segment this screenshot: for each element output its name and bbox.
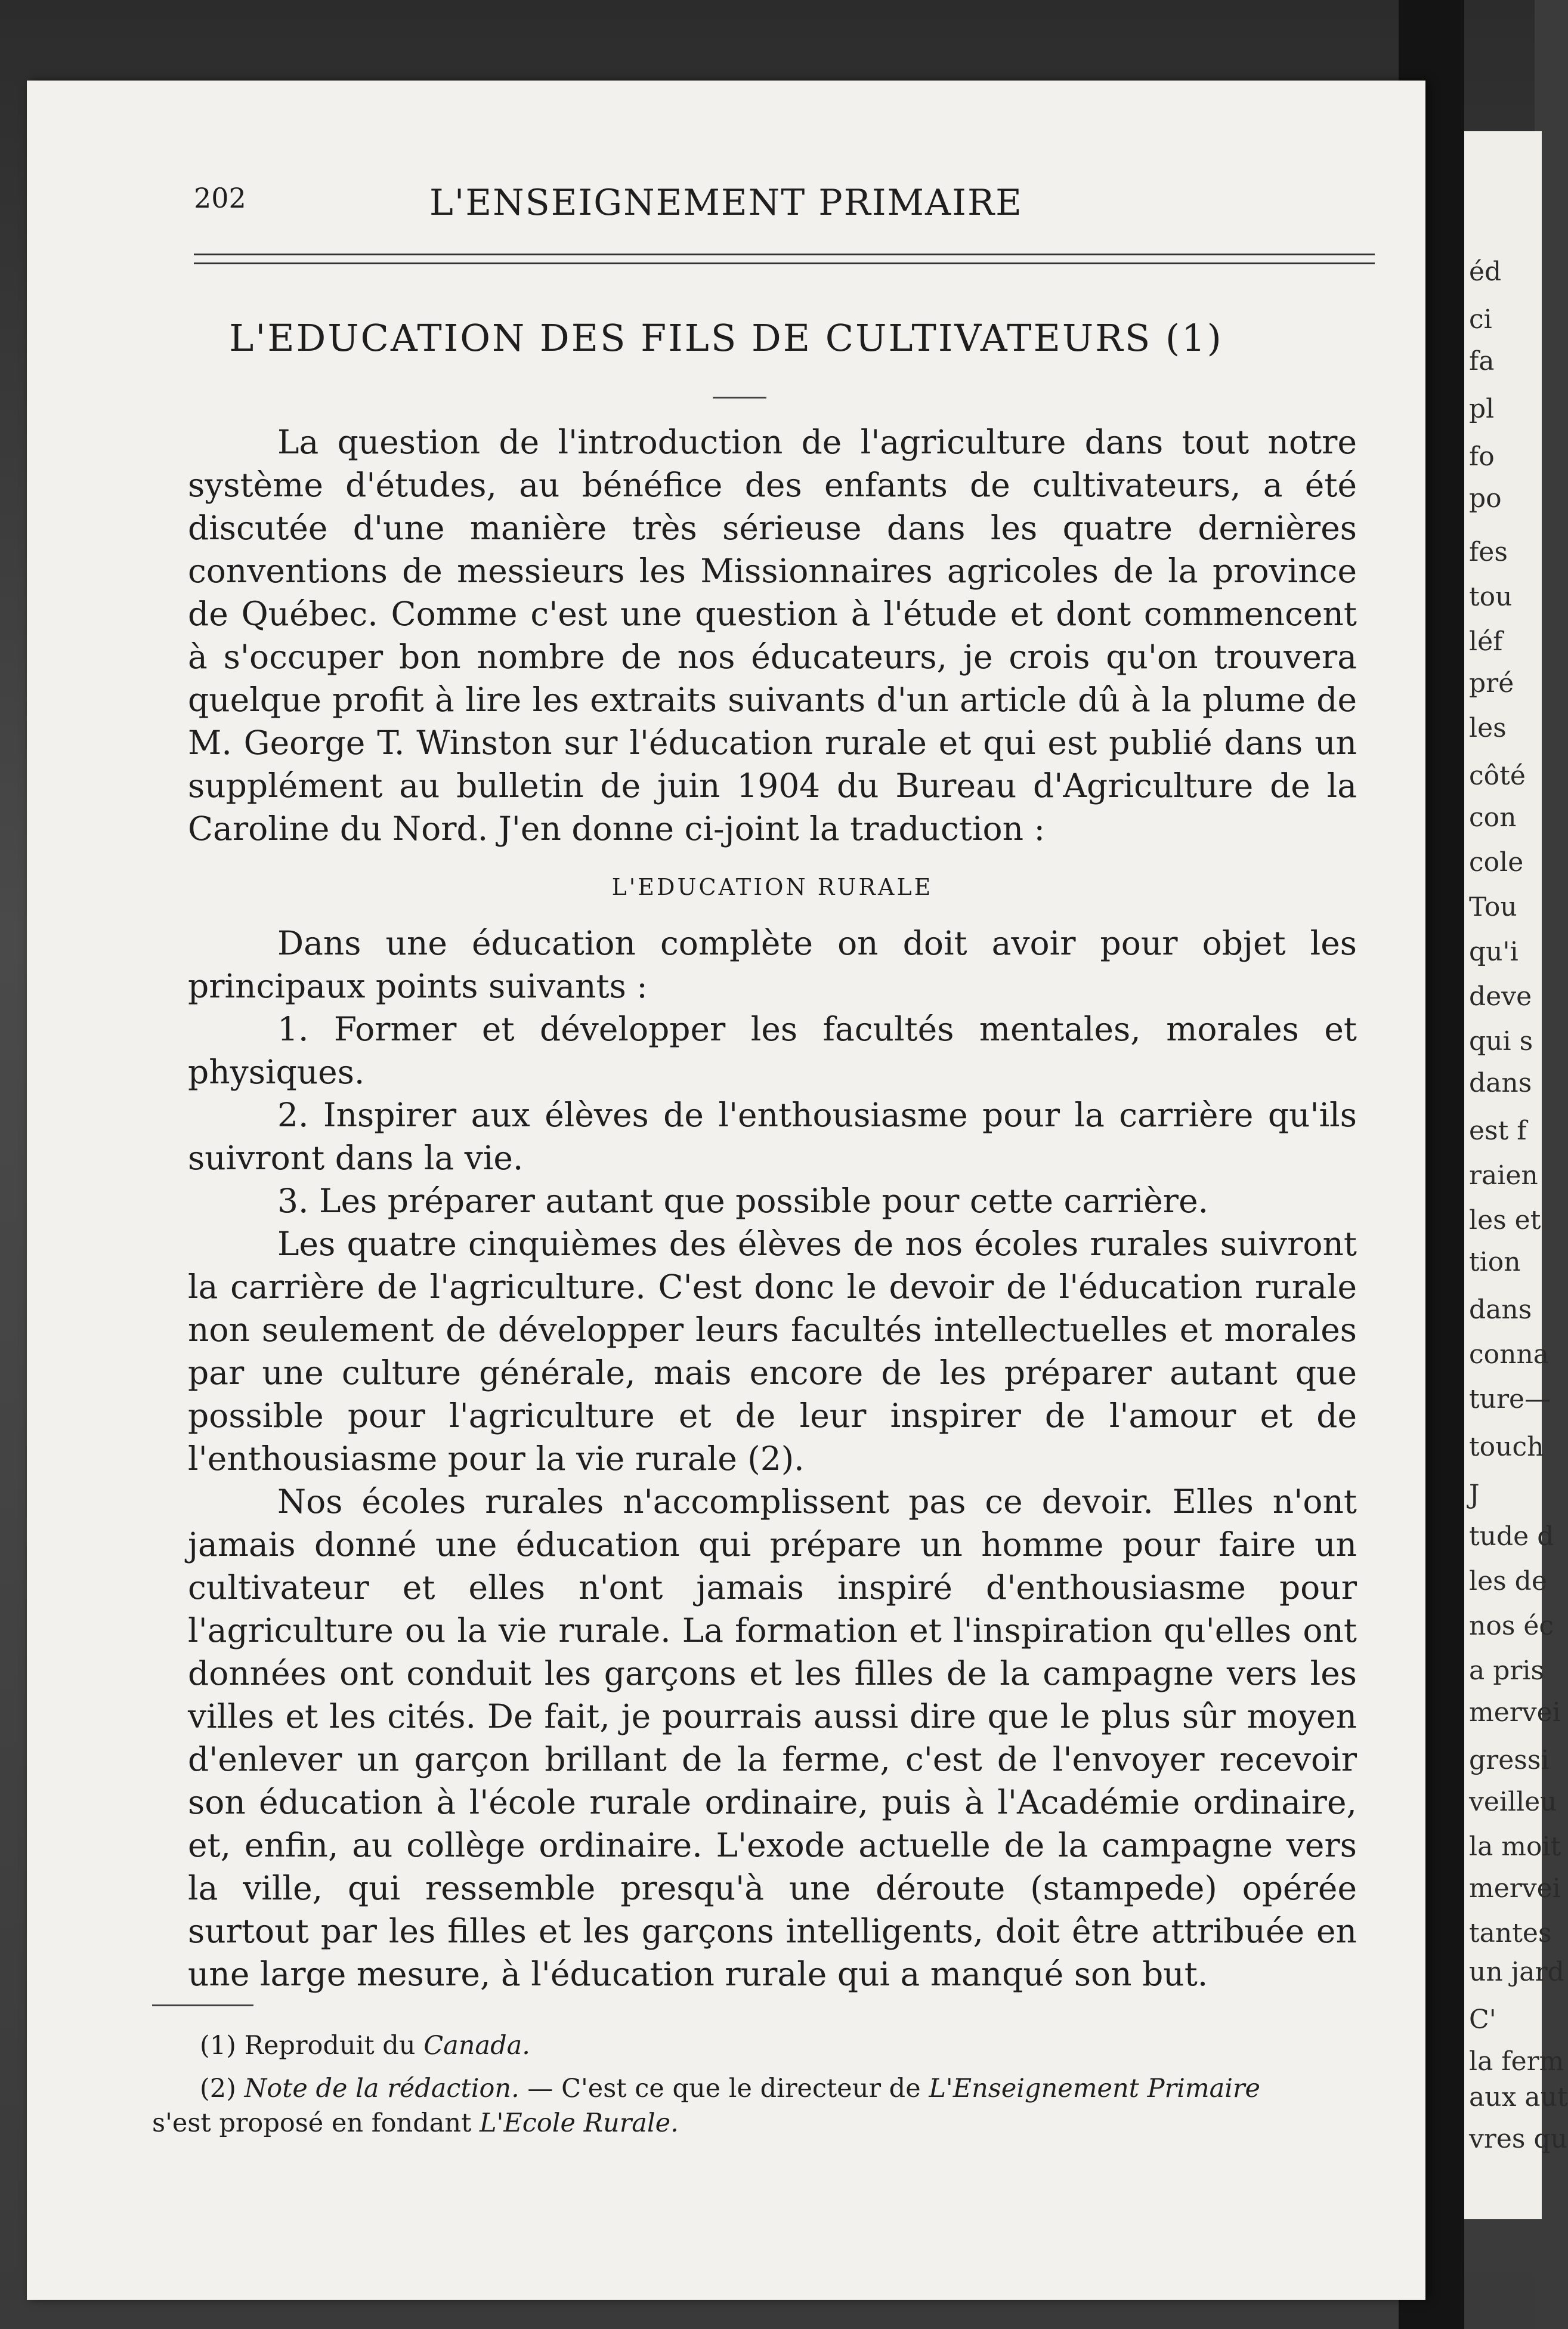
intro-paragraph: La question de l'introduction de l'agriculture dans tout notre système d'études, au bénéfice des enfants de cultivateurs, a été discutée d'une manière très sérieuse dans les quatre dernières conventions de messieurs les Missionnaires agricoles de la province de Québec. Comme c'est une question à l'étude et dont commencent à s'occuper bon nombre de nos éducateurs, je crois qu'on trouvera quelque profit à lire les extraits suivants d'un article dû à la plume de M. George T. Winston sur l'éducation rurale et qui est publié dans un supplément au bulletin de juin 1904 du Bureau d'Agriculture de la Caroline du Nord. J'en donne ci-joint la traduction : — [188, 423, 1357, 848]
article-title: L'EDUCATION DES FILS DE CULTIVATEURS (1) — [229, 316, 1223, 360]
footnote-note: Note de la rédaction. — [244, 2074, 519, 2103]
adjacent-page-fragment: po — [1469, 483, 1502, 514]
adjacent-page-fragment: fa — [1469, 346, 1495, 376]
book-page — [27, 81, 1425, 2300]
adjacent-page-fragment: tantes — [1469, 1918, 1552, 1948]
adjacent-page-fragment: est f — [1469, 1116, 1527, 1146]
adjacent-page — [1464, 131, 1568, 2219]
adjacent-page-fragment: un jard — [1469, 1957, 1564, 1987]
footnote-2 — [152, 2071, 1315, 2140]
footnote-rule — [152, 2004, 253, 2006]
footnote-text: Reproduit du — [244, 2031, 416, 2061]
list-item: 1. Former et développer les facultés mentales, morales et physiques. — [188, 1010, 1357, 1091]
adjacent-page-fragment: qui s — [1469, 1026, 1533, 1057]
schools-paragraph: Nos écoles rurales n'accomplissent pas ce devoir. Elles n'ont jamais donné une éducation qui prépare un homme pour faire un cultivateur et elles n'ont jamais inspiré d'enthousiasme pour l'agriculture ou la vie rurale. La formation et l'inspiration qu'elles ont données ont conduit les garçons et les filles de la campagne vers les villes et les cités. De fait, je pourrais aussi dire que le plus sûr moyen d'enlever un garçon brillant de la ferme, c'est de l'envoyer recevoir son éducation à l'école rurale ordinaire, puis à l'Académie ordinaire, et, enfin, au collège ordinaire. L'exode actuelle de la campagne vers la ville, qui ressemble presqu'à une déroute (stampede) opérée surtout par les filles et les garçons intelligents, doit être attribuée en une large mesure, à l'éducation rurale qui a manqué son but. — [188, 1482, 1357, 1993]
adjacent-page-fragment: mervei — [1469, 1873, 1561, 1904]
adjacent-page-fragment: touch — [1469, 1432, 1544, 1462]
adjacent-page-fragment: tion — [1469, 1247, 1521, 1277]
adjacent-page-fragment: tou — [1469, 582, 1513, 612]
footnote-journal: L'Enseignement Primaire — [929, 2074, 1260, 2103]
adjacent-page-fragment: conna — [1469, 1339, 1550, 1370]
adjacent-page-fragment: la moit — [1469, 1831, 1561, 1862]
adjacent-page-fragment: la ferm — [1469, 2046, 1564, 2077]
adjacent-page-fragment: les de — [1469, 1566, 1547, 1596]
adjacent-page-fragment: les et — [1469, 1205, 1541, 1235]
adjacent-page-fragment: pré — [1469, 668, 1514, 699]
footnotes — [152, 2028, 1315, 2149]
adjacent-page-fragment: raien — [1469, 1160, 1538, 1191]
article-body — [188, 421, 1357, 1996]
adjacent-page-fragment: ture— — [1469, 1384, 1551, 1414]
adjacent-page-fragment: deve — [1469, 981, 1532, 1012]
footnote-text: s'est proposé en fondant — [152, 2108, 472, 2138]
footnote-marker: (2) — [200, 2074, 236, 2103]
adjacent-page-fragment: dans — [1469, 1068, 1532, 1098]
section-heading: L'EDUCATION RURALE — [611, 874, 933, 900]
running-head — [27, 182, 1425, 230]
adjacent-page-fragment: qu'i — [1469, 937, 1518, 967]
adjacent-page-fragment: aux aut — [1469, 2082, 1568, 2112]
objects-paragraph: Dans une éducation complète on doit avoir pour objet les principaux points suivants : — [188, 924, 1357, 1005]
footnote-1 — [152, 2028, 1315, 2063]
adjacent-page-fragment: ci — [1469, 304, 1492, 335]
adjacent-page-fragment: nos éc — [1469, 1611, 1554, 1641]
footnote-text: — C'est ce que le directeur de — [527, 2074, 921, 2103]
adjacent-page-fragment: veilleu — [1469, 1787, 1557, 1817]
adjacent-page-fragment: a pris — [1469, 1655, 1545, 1686]
adjacent-page-fragment: fes — [1469, 537, 1508, 567]
adjacent-page-fragment: mervei — [1469, 1697, 1561, 1728]
adjacent-page-fragment: cole — [1469, 847, 1524, 878]
adjacent-page-fragment: Tou — [1469, 892, 1517, 922]
list-item: 3. Les préparer autant que possible pour cette carrière. — [277, 1182, 1209, 1220]
adjacent-page-fragment: pl — [1469, 394, 1495, 424]
adjacent-page-fragment: J — [1469, 1479, 1480, 1510]
adjacent-page-fragment: tude d — [1469, 1521, 1554, 1552]
adjacent-page-fragment: côté — [1469, 761, 1526, 791]
footnote-source: Canada. — [423, 2031, 530, 2061]
title-rule — [713, 397, 766, 399]
adjacent-page-fragment: C' — [1469, 2004, 1496, 2035]
list-item: 2. Inspirer aux élèves de l'enthousiasme pour la carrière qu'ils suivront dans la vie. — [188, 1096, 1357, 1177]
footnote-marker: (1) — [200, 2031, 236, 2061]
four-fifths-paragraph: Les quatre cinquièmes des élèves de nos écoles rurales suivront la carrière de l'agriculture. C'est donc le devoir de l'éducation rurale non seulement de développer leurs facultés intellectuelles et morales par une culture générale, mais encore de les préparer autant que possible pour l'agriculture et de leur inspirer de l'amour et de l'enthousiasme pour la vie rurale (2). — [188, 1225, 1357, 1478]
footnote-school: L'Ecole Rurale. — [480, 2108, 679, 2138]
adjacent-page-fragment: éd — [1469, 257, 1502, 287]
adjacent-page-fragment: fo — [1469, 441, 1495, 472]
running-title: L'ENSEIGNEMENT PRIMAIRE — [429, 182, 1023, 224]
adjacent-page-fragment: les — [1469, 713, 1507, 743]
adjacent-page-fragment: vres qu — [1469, 2124, 1567, 2154]
page-number: 202 — [194, 182, 246, 214]
adjacent-page-fragment: léf — [1469, 626, 1503, 657]
adjacent-page-fragment: con — [1469, 802, 1517, 833]
adjacent-page-fragment: gressi — [1469, 1745, 1550, 1775]
adjacent-page-fragment: dans — [1469, 1295, 1532, 1325]
header-rule — [194, 254, 1375, 264]
